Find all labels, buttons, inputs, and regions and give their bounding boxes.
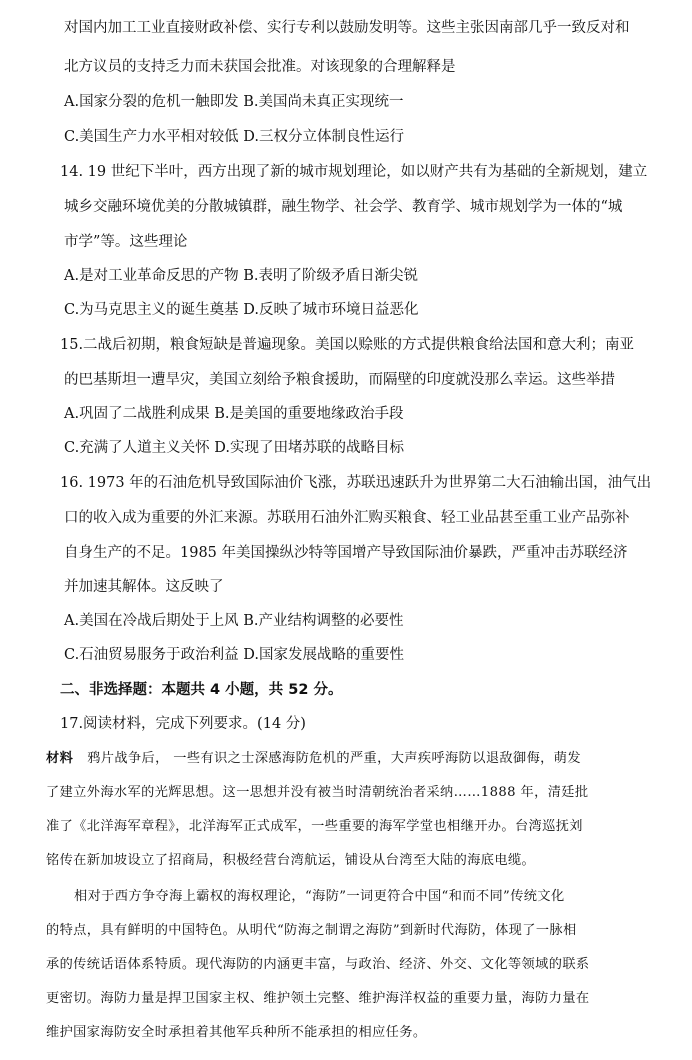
q13-option-cd: C.美国生产力水平相对较低 D.三权分立体制良性运行 — [64, 129, 405, 145]
q14-stem-line: 市学”等。这些理论 — [64, 234, 188, 250]
q14-stem-line: 14. 19 世纪下半叶，西方出现了新的城市规划理论，如以财产共有为基础的全新规划，建立 — [60, 164, 648, 180]
q14-option-ab: A.是对工业革命反思的产物 B.表明了阶级矛盾日渐尖锐 — [64, 268, 418, 284]
q16-option-cd: C.石油贸易服务于政治利益 D.国家发展战略的重要性 — [64, 647, 405, 663]
q16-stem-line: 口的收入成为重要的外汇来源。苏联用石油外汇购买粮食、轻工业品甚至重工业产品弥补 — [64, 510, 630, 526]
q16-stem-line: 自身生产的不足。1985 年美国操纵沙特等国增产导致国际油价暴跌，严重冲击苏联经济 — [64, 545, 628, 561]
material-label: 材料 — [46, 751, 74, 766]
q17-material-line: 准了《北洋海军章程》，北洋海军正式成军，一些重要的海军学堂也相继开办。台湾巡抚刘 — [46, 819, 583, 834]
q15-option-cd: C.充满了人道主义关怀 D.实现了田堵苏联的战略目标 — [64, 440, 405, 456]
q17-material-line: 了建立外海水军的光辉思想。这一思想并没有被当时清朝统治者采纳……1888 年，清廷批 — [46, 785, 589, 800]
q17-material-line: 的特点，具有鲜明的中国特色。从明代“防海之制谓之海防”到新时代海防，体现了一脉相 — [46, 923, 577, 938]
q17-material-line: 更密切。海防力量是捍卫国家主权、维护领土完整、维护海洋权益的重要力量，海防力量在 — [46, 991, 590, 1006]
q13-stem-line: 对国内加工工业直接财政补偿、实行专利以鼓励发明等。这些主张因南部几乎一致反对和 — [64, 20, 630, 36]
q13-option-ab: A.国家分裂的危机一触即发 B.美国尚未真正实现统一 — [64, 94, 404, 110]
q15-stem-line: 15.二战后初期，粮食短缺是普遍现象。美国以赊账的方式提供粮食给法国和意大利；南亚 — [60, 337, 635, 353]
q16-stem-line: 并加速其解体。这反映了 — [64, 579, 224, 595]
material-text: 鸦片战争后， 一些有识之士深感海防危机的严重，大声疾呼海防以退敌御侮，萌发 — [87, 751, 581, 766]
q16-stem-line: 16. 1973 年的石油危机导致国际油价飞涨，苏联迅速跃升为世界第二大石油输出国，油气出 — [60, 475, 652, 491]
q13-stem-line: 北方议员的支持乏力而未获国会批准。对该现象的合理解释是 — [64, 59, 456, 75]
q17-material-line — [46, 749, 581, 769]
q17-material-line: 维护国家海防安全时承担着其他军兵种所不能承担的相应任务。 — [46, 1025, 427, 1040]
q17-material-line: 铭传在新加坡设立了招商局，积极经营台湾航运，铺设从台湾至大陆的海底电缆。 — [46, 853, 536, 868]
q15-option-ab: A.巩固了二战胜利成果 B.是美国的重要地缘政治手段 — [64, 406, 404, 422]
q17-material-line: 相对于西方争夺海上霸权的海权理论，“海防”一词更符合中国“和而不同”传统文化 — [74, 889, 565, 904]
q14-option-cd: C.为马克思主义的诞生奠基 D.反映了城市环境日益恶化 — [64, 302, 419, 318]
q14-stem-line: 城乡交融环境优美的分散城镇群，融生物学、社会学、教育学、城市规划学为一体的“城 — [64, 199, 623, 215]
section-heading: 二、非选择题：本题共 4 小题，共 52 分。 — [60, 682, 343, 698]
q17-material-line: 承的传统话语体系特质。现代海防的内涵更丰富，与政治、经济、外交、文化等领域的联系 — [46, 957, 590, 972]
q17-title: 17.阅读材料，完成下列要求。(14 分) — [60, 716, 306, 732]
q15-stem-line: 的巴基斯坦一遭旱灾，美国立刻给予粮食援助，而隔壁的印度就没那么幸运。这些举措 — [64, 372, 615, 388]
q16-option-ab: A.美国在冷战后期处于上风 B.产业结构调整的必要性 — [64, 613, 404, 629]
